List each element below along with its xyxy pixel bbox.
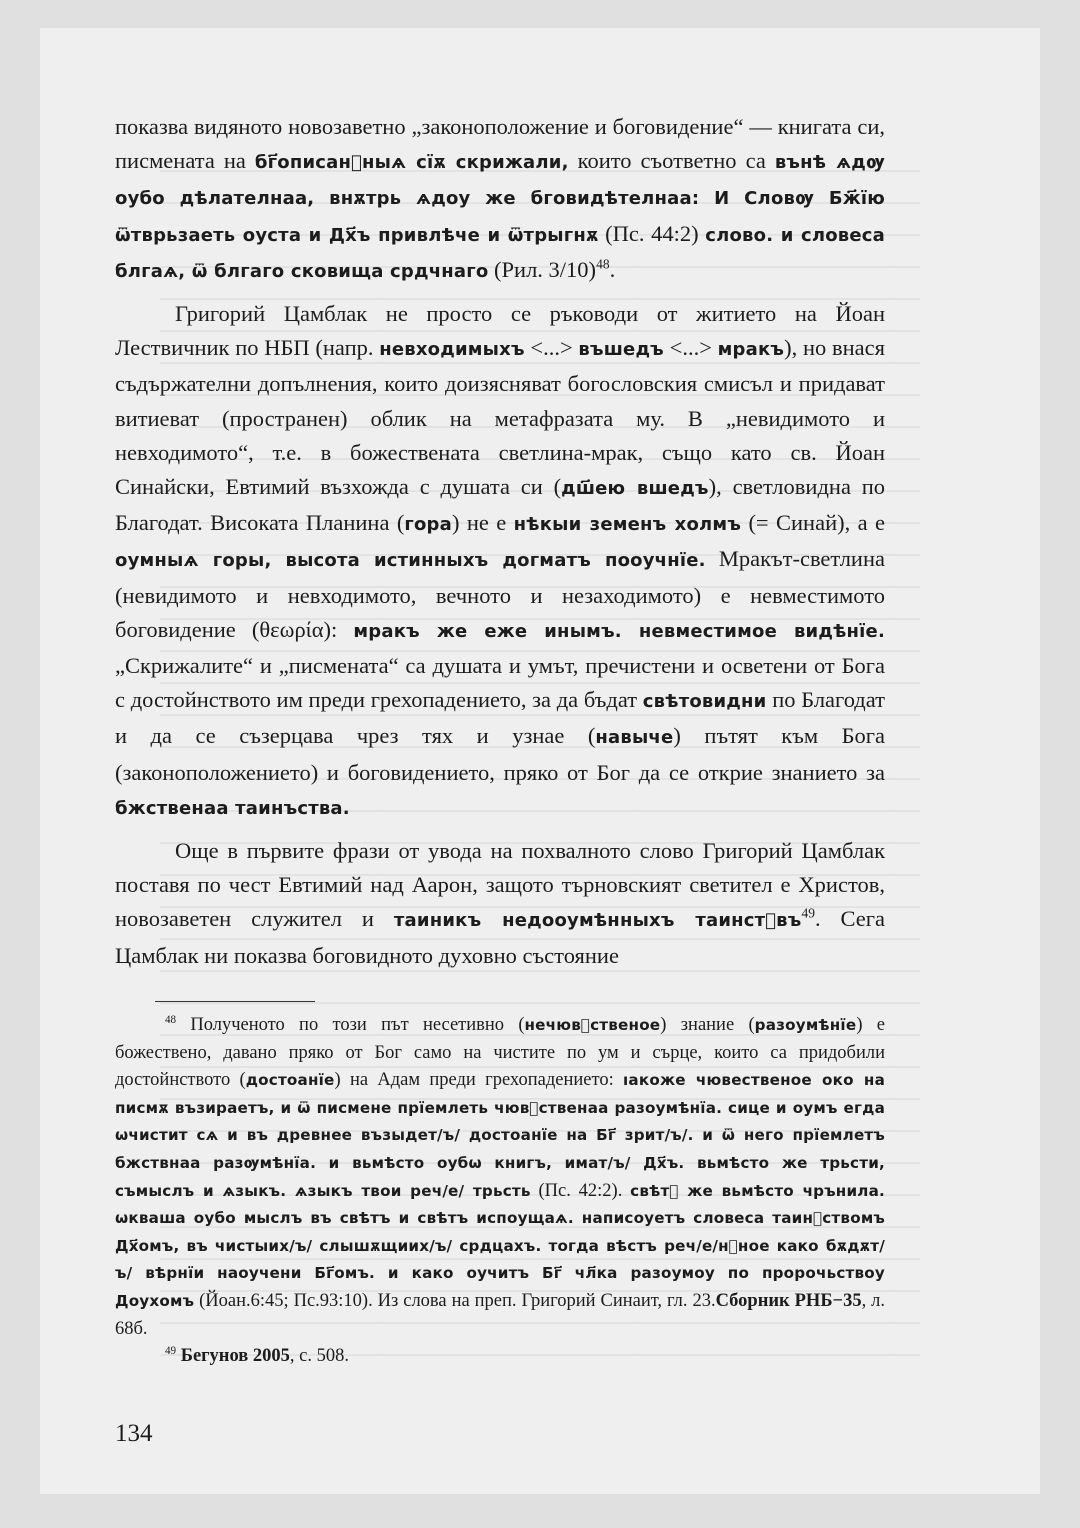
text-run: по Благодат и да се съзерцава чрез тях и узнае ( (115, 687, 885, 749)
text-run: (Пс. 42:2). (530, 1180, 631, 1201)
church-slavonic-quote: навыче (595, 727, 674, 749)
church-slavonic-quote: свѣтовидни (642, 691, 767, 713)
footnote-ref: 48 (165, 1013, 177, 1026)
text-run: . Сега Цамблак ни показва боговидното духовно състояние (115, 906, 885, 968)
text-run: (Йоан.6:45; Пс.93:10). Из слова на преп. Григорий Синаит, гл. 23. (194, 1290, 716, 1311)
church-slavonic-quote: мракъ (717, 339, 785, 361)
footnotes (115, 1012, 885, 1371)
church-slavonic-quote: таиникъ недооумѣнныхъ таинст꙽въ (393, 910, 802, 932)
church-slavonic-quote: въшедъ (578, 339, 664, 361)
text-run: <...> (524, 335, 579, 361)
church-slavonic-quote: ıакоже чювественое око на писмѫ възираетъ, и ѿ писмене прїемлеть чюв꙽ственаа разоумѣнїа. сице и оумъ егда ѡчистит сѧ и въ древнее възыдет/ъ/ достоанїе на Бг҃ зрит/ъ/. и ѿ него прїемлетъ бжcтвнаа разѹмѣнїа. и вьмѣсто оубѡ книгъ, имат/ъ/ Дх҃ъ. вьмѣсто же трьсти, съмыслъ и ѧзыкъ. ѧзыкъ твои реч/е/ трьсть (115, 1071, 886, 1200)
text-run: ) знание ( (660, 1015, 755, 1035)
text-run: „Скрижалите“ и „писмената“ са душата и умът, пречистени и осветени от Бога с достойнството им преди грехопадението, за да бъдат (115, 653, 885, 713)
page-number: 134 (115, 1420, 153, 1447)
church-slavonic-quote: гора (404, 514, 452, 536)
church-slavonic-quote: мракъ же еже инымъ. невместимое видѣнїе. (353, 620, 885, 642)
footnote-48 (115, 1012, 885, 1343)
church-slavonic-quote: нечюв꙽ственое (524, 1016, 661, 1034)
text-run: (Рил. 3/10) (488, 256, 597, 282)
footnote-ref: 49 (165, 1344, 177, 1357)
text-run: ), но внася съдържателни допълнения, които доизясняват богословския смисъл и придават витиеват (пространен) облик на метафразата му. В „невидимото и невходимото“, т.е. в божествената светлина-мрак, също като св. Йоан Синайски, Евтимий възхожда с душата си ( (115, 335, 885, 500)
text-run: Григорий Цамблак не просто се ръководи от житието на Йоан Лествичник по НБП (напр. (115, 301, 885, 361)
text-run: . (609, 256, 616, 282)
footnote-ref: 48 (596, 256, 610, 272)
church-slavonic-quote: бжcтвенаа таинъства. (115, 797, 350, 819)
text-run: , с. 508. (289, 1346, 349, 1367)
paragraph-2 (115, 297, 885, 826)
church-slavonic-quote: бг҃описан꙽ныѧ сїѫ скрижали, (254, 152, 569, 174)
church-slavonic-quote: оумныѧ горы, высота истинныхъ догматъ пооучнїе. (115, 550, 706, 572)
text-run: ) пътят към Бога (законоположението) и боговидението, пряко от Бог да се открие знанието за (115, 723, 885, 785)
bold-citation: Бегунов 2005 (180, 1346, 290, 1367)
footnote-49 (115, 1343, 885, 1371)
text-run: ) е божествено, давано пряко от Бог само на чистите по ум и сърце, които са придобили достойнството ( (115, 1015, 885, 1091)
main-text (115, 110, 885, 973)
church-slavonic-quote: дш҃ею вшедъ (561, 478, 709, 500)
paragraph-3 (115, 834, 885, 973)
text-run: ), светловидна по Благодат. Високата Планина ( (115, 474, 886, 536)
text-run: , л. 68б. (115, 1290, 886, 1339)
text-run: Мракът-светлина (невидимото и невходимото, вечното и незаходимото) е невместимото боговидение (θεωρία): (115, 546, 885, 642)
footnote-ref: 49 (801, 905, 815, 921)
text-run: ) не е (451, 510, 514, 536)
text-run: които съответно са (568, 148, 775, 174)
text-run: (= Синай), а е (741, 510, 885, 536)
church-slavonic-quote: свѣт꙽ же вьмѣсто чрънила. ѡкваша оубо мыслъ въ свѣтъ и свѣтъ испоущаѧ. написоуетъ словеса таин꙽ствомъ Дх҃омъ, въ чистыих/ъ/ слышѫщиих/ъ/ срдцахъ. тогда вѣстъ реч/е/н꙽ное како бѫдѫт/ъ/ вѣрнїи наоучени Бг҃омъ. и како оучитъ Бг҃ чл҃ка разоумоу по пророчьствоу Доухомъ (115, 1181, 885, 1310)
footnote-rule (155, 1001, 315, 1002)
text-run: <...> (663, 335, 718, 361)
church-slavonic-quote: нѣкыи земенъ холмъ (513, 514, 742, 536)
text-run: (Пс. 44:2) (598, 220, 706, 246)
bold-citation: Сборник РНБ−35 (715, 1290, 862, 1311)
church-slavonic-quote: слово. и словеса блгаѧ, ѿ блгаго сковища срдчнаго (115, 224, 885, 282)
church-slavonic-quote: невходимыхъ (379, 339, 525, 361)
church-slavonic-quote: вънѣ ѧдѹ оубо дѣлателнаа, внѫтрь ѧдоу же бговидѣтелнаа: И Словѹ Бж҃їю ѿтврьзаеть оуста и Дх҃ъ привлѣче и ѿтрыгнѫ (115, 152, 885, 246)
church-slavonic-quote: достоанїе (245, 1071, 335, 1090)
text-run: ) на Адам преди грехопадението: (334, 1070, 624, 1091)
text-run: показва видяното новозаветно „законоположение и боговидение“ — книгата си, писмената на (115, 114, 885, 174)
text-run: Полученото по този път несетивно ( (176, 1015, 525, 1035)
paragraph-1 (115, 110, 885, 289)
text-run: Още в първите фрази от увода на похвалното слово Григорий Цамблак поставя по чест Евтимий над Аарон, защото търновският светител е Христов, новозаветен служител и (115, 838, 885, 932)
church-slavonic-quote: разоумѣнїе (754, 1016, 857, 1034)
